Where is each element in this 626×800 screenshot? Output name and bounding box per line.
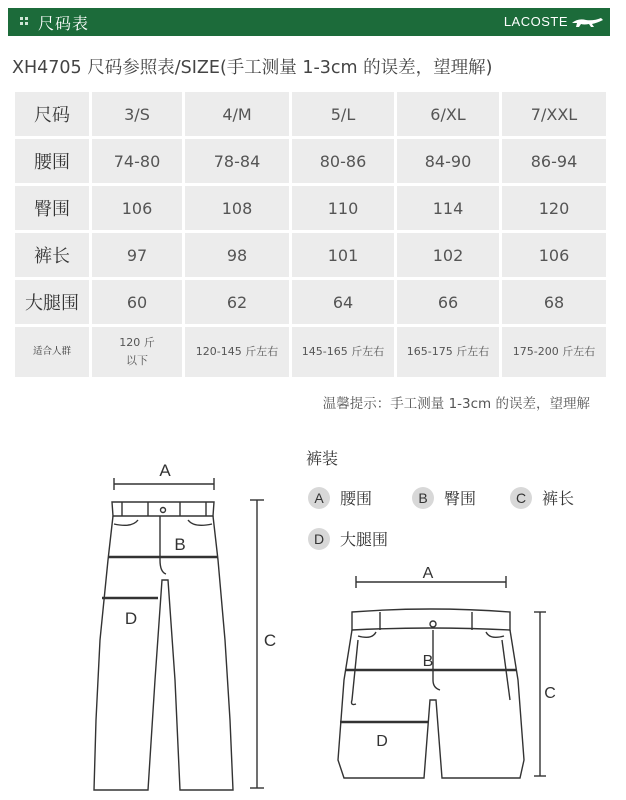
table-cell: 145-165 斤左右 [292, 327, 394, 377]
row-label: 适合人群 [15, 327, 89, 377]
table-cell: 108 [185, 186, 289, 230]
row-label: 尺码 [15, 92, 89, 136]
table-cell: 165-175 斤左右 [397, 327, 499, 377]
size-cell: 7/XXL [502, 92, 606, 136]
pants-label-d: D [124, 609, 138, 628]
legend-letter: D [308, 528, 330, 550]
legend-letter: C [510, 487, 532, 509]
header-bar [8, 8, 610, 36]
table-cell: 106 [92, 186, 182, 230]
legend-label: 大腿围 [340, 530, 389, 549]
row-label: 大腿围 [15, 280, 89, 324]
table-cell: 68 [502, 280, 606, 324]
table-cell: 84-90 [397, 139, 499, 183]
table-cell: 64 [292, 280, 394, 324]
row-label: 裤长 [15, 233, 89, 277]
legend-label: 裤长 [542, 489, 575, 508]
table-cell: 60 [92, 280, 182, 324]
grid-dots-icon [20, 17, 30, 27]
table-row [15, 139, 606, 183]
shorts-label-b: B [422, 653, 434, 670]
brand-name: LACOSTE [503, 14, 568, 29]
pants-label-a: A [159, 461, 171, 480]
size-cell: 6/XL [397, 92, 499, 136]
legend-item-d [308, 527, 388, 550]
table-cell: 62 [185, 280, 289, 324]
table-cell: 102 [397, 233, 499, 277]
legend-letter: B [412, 487, 434, 509]
table-cell: 120-145 斤左右 [185, 327, 289, 377]
table-cell: 97 [92, 233, 182, 277]
legend-letter: A [308, 487, 330, 509]
table-row [15, 233, 606, 277]
size-cell: 4/M [185, 92, 289, 136]
legend-title: 裤装 [306, 449, 339, 468]
table-cell: 120 [502, 186, 606, 230]
row-label: 腰围 [15, 139, 89, 183]
shorts-label-d: D [376, 733, 388, 750]
page-subtitle: XH4705 尺码参照表/SIZE(手工测量 1-3cm 的误差，望理解) [12, 58, 493, 78]
table-header-row [15, 92, 606, 136]
table-cell: 98 [185, 233, 289, 277]
legend-item-a [308, 486, 372, 509]
legend-item-b [412, 486, 476, 509]
table-cell [92, 327, 182, 377]
row-label: 臀围 [15, 186, 89, 230]
table-cell: 86-94 [502, 139, 606, 183]
table-cell: 78-84 [185, 139, 289, 183]
table-cell: 110 [292, 186, 394, 230]
table-cell: 106 [502, 233, 606, 277]
table-cell: 114 [397, 186, 499, 230]
table-cell: 101 [292, 233, 394, 277]
measurement-tip: 温馨提示：手工测量 1-3cm 的误差，望理解 [322, 396, 590, 412]
shorts-label-c: C [544, 685, 556, 702]
table-cell: 175-200 斤左右 [502, 327, 606, 377]
legend-item-c [510, 486, 574, 509]
legend-label: 臀围 [444, 489, 477, 508]
pants-label-c: C [263, 631, 277, 650]
size-cell: 5/L [292, 92, 394, 136]
table-cell: 66 [397, 280, 499, 324]
crocodile-icon [570, 14, 604, 30]
pants-diagram [94, 478, 264, 790]
fit-line: 120 斤 [119, 336, 155, 349]
table-row [15, 280, 606, 324]
table-cell: 80-86 [292, 139, 394, 183]
pants-label-b: B [174, 535, 186, 554]
fit-line: 以下 [126, 354, 148, 367]
header-title: 尺码表 [38, 13, 90, 33]
size-cell: 3/S [92, 92, 182, 136]
fit-row [15, 327, 606, 377]
legend-label: 腰围 [340, 489, 373, 508]
table-cell: 74-80 [92, 139, 182, 183]
table-row [15, 186, 606, 230]
shorts-label-a: A [422, 565, 434, 582]
size-table [12, 89, 609, 380]
shorts-diagram [338, 576, 546, 778]
